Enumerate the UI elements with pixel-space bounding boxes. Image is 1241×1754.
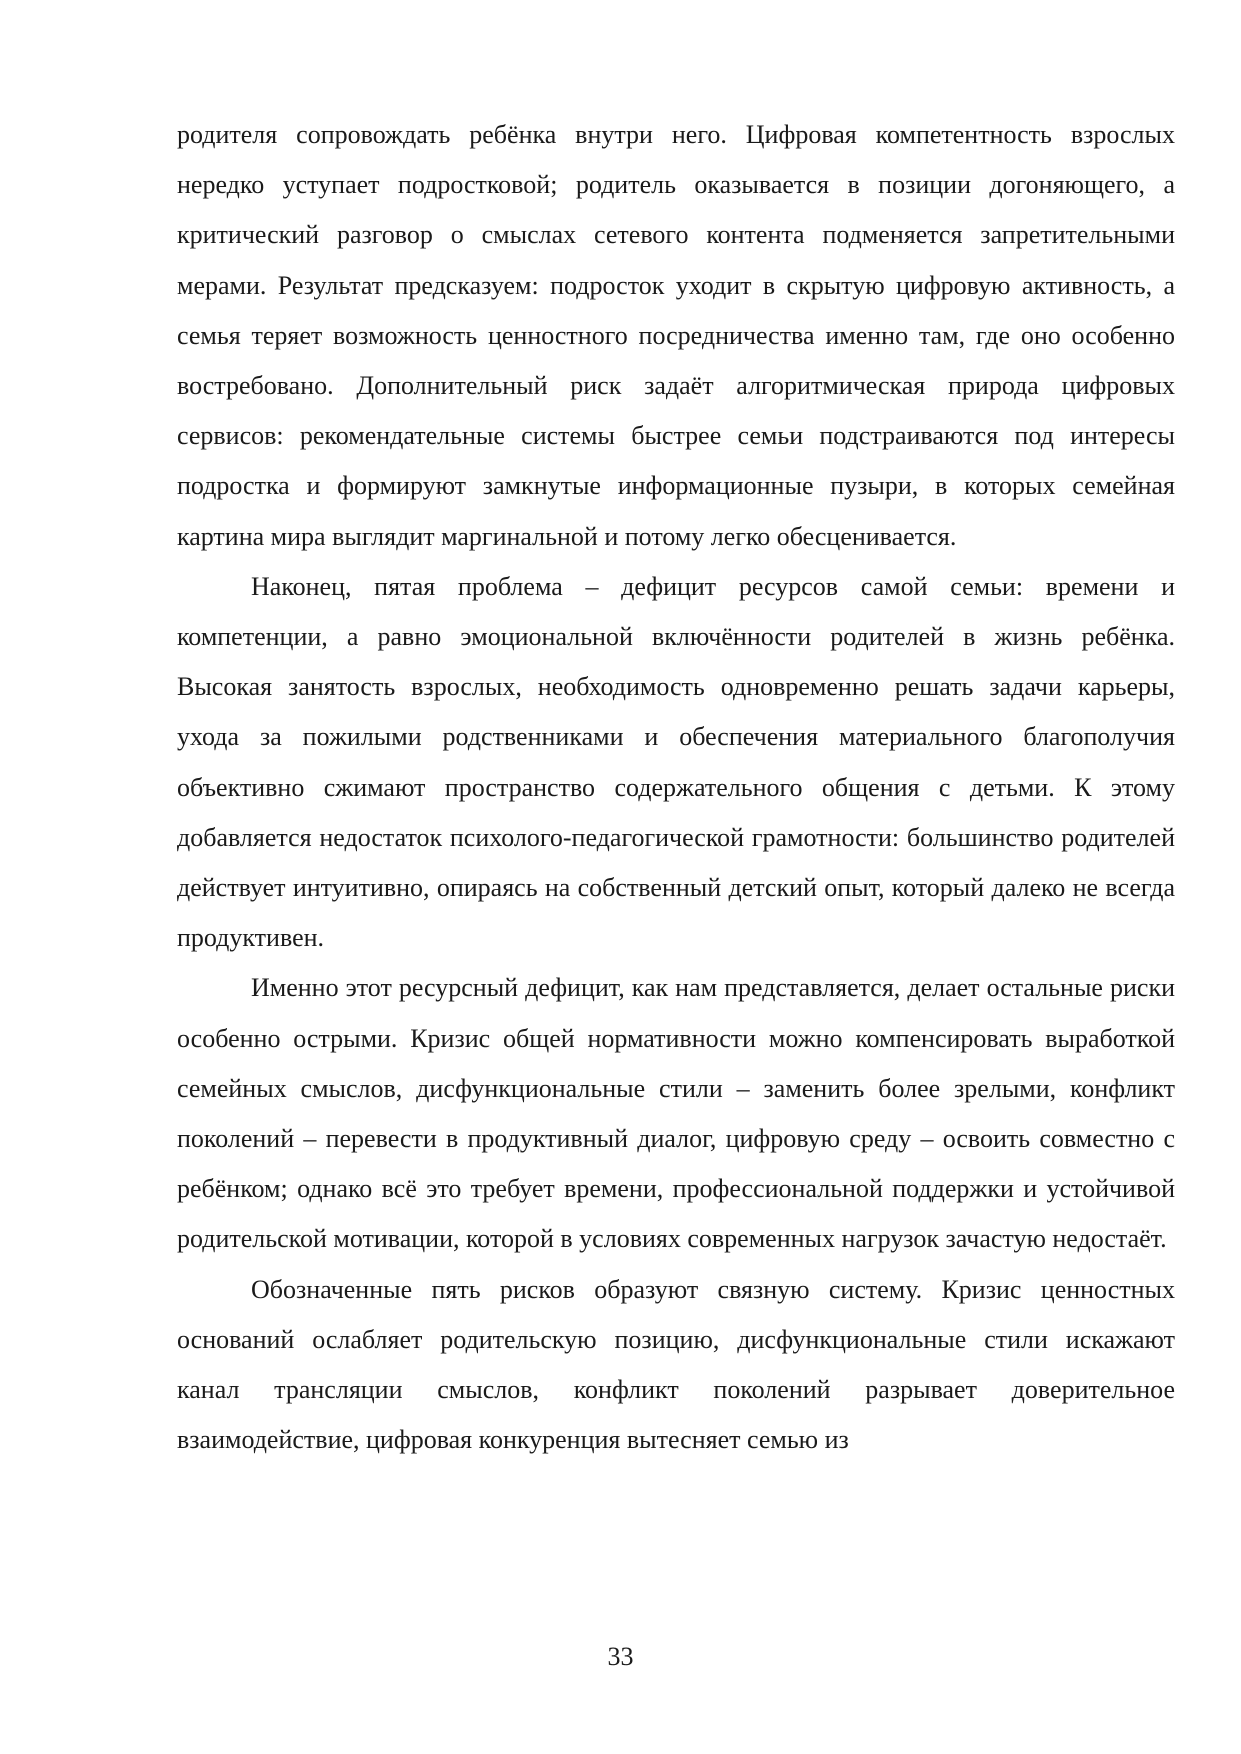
page-number: 33 bbox=[607, 1642, 634, 1671]
paragraph-resource-deficit: Наконец, пятая проблема – дефицит ресурсов самой семьи: времени и компетенции, а равно эмоциональной включённости родителей в жизнь ребёнка. Высокая занятость взрослых, необходимость одновременно решать задачи карьеры, ухода за пожилыми родственниками и обеспечения материального благополучия объективно сжимают пространство содержательного общения с детьми. К этому добавляется недостаток психолого-педагогической грамотности: большинство родителей действует интуитивно, опираясь на собственный детский опыт, который далеко не всегда продуктивен. bbox=[177, 571, 1175, 953]
paragraph-risk-intensification: Именно этот ресурсный дефицит, как нам представляется, делает остальные риски особенно острыми. Кризис общей нормативности можно компенсировать выработкой семейных смыслов, дисфункциональные стили – заменить более зрелыми, конфликт поколений – перевести в продуктивный диалог, цифровую среду – освоить совместно с ребёнком; однако всё это требует времени, профессиональной поддержки и устойчивой родительской мотивации, которой в условиях современных нагрузок зачастую недостаёт. bbox=[177, 973, 1175, 1254]
body-text bbox=[177, 110, 1175, 1465]
paragraph-continuation: родителя сопровождать ребёнка внутри него. Цифровая компетентность взрослых нередко уступает подростковой; родитель оказывается в позиции догоняющего, а критический разговор о смыслах сетевого контента подменяется запретительными мерами. Результат предсказуем: подросток уходит в скрытую цифровую активность, а семья теряет возможность ценностного посредничества именно там, где оно особенно востребовано. Дополнительный риск задаёт алгоритмическая природа цифровых сервисов: рекомендательные системы быстрее семьи подстраиваются под интересы подростка и формируют замкнутые информационные пузыри, в которых семейная картина мира выглядит маргинальной и потому легко обесценивается. bbox=[177, 120, 1175, 551]
paragraph-risk-system: Обозначенные пять рисков образуют связную систему. Кризис ценностных оснований ослабляет родительскую позицию, дисфункциональные стили искажают канал трансляции смыслов, конфликт поколений разрывает доверительное взаимодействие, цифровая конкуренция вытесняет семью из bbox=[177, 1274, 1175, 1455]
